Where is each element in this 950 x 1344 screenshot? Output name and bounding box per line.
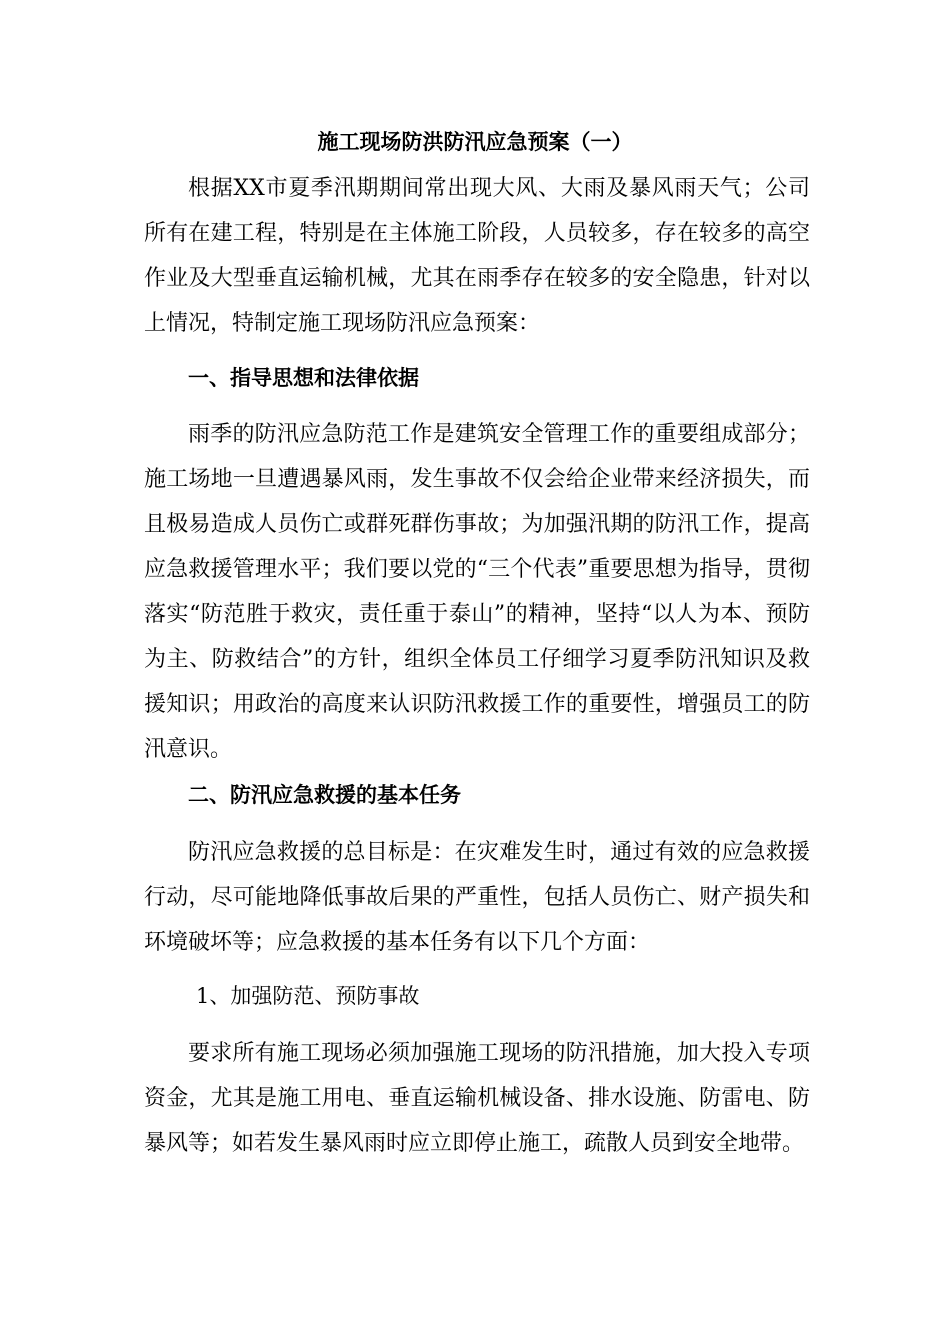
section-body-guiding-ideas: 雨季的防汛应急防范工作是建筑安全管理工作的重要组成部分；施工场地一旦遭遇暴风雨，发生事故不仅会给企业带来经济损失，而且极易造成人员伤亡或群死群伤事故；为加强汛期的防汛工作，提高应急救援管理水平；我们要以党的“三个代表”重要思想为指导，贯彻落实“防范胜于救灾，责任重于泰山”的精神，坚持“以人为本、预防为主、防救结合”的方针，组织全体员工仔细学习夏季防汛知识及救援知识；用政治的高度来认识防汛救援工作的重要性，增强员工的防汛意识。	[144, 422, 810, 762]
intro-paragraph: 根据XX市夏季汛期期间常出现大风、大雨及暴风雨天气；公司所有在建工程，特别是在主体施工阶段，人员较多，存在较多的高空作业及大型垂直运输机械，尤其在雨季存在较多的安全隐患，针对以上情况，特制定施工现场防汛应急预案：	[144, 176, 810, 336]
section-heading-guiding-ideas: 一、指导思想和法律依据	[188, 365, 419, 390]
document-title: 施工现场防洪防汛应急预案（一）	[317, 129, 633, 154]
subsection-body-prevention: 要求所有施工现场必须加强施工现场的防汛措施，加大投入专项资金，尤其是施工用电、垂直运输机械设备、排水设施、防雷电、防暴风等；如若发生暴风雨时应立即停止施工，疏散人员到安全地带。	[144, 1041, 810, 1156]
section-heading-basic-tasks: 二、防汛应急救援的基本任务	[188, 782, 461, 807]
section-body-basic-tasks: 防汛应急救援的总目标是：在灾难发生时，通过有效的应急救援行动，尽可能地降低事故后果的严重性，包括人员伤亡、财产损失和环境破坏等；应急救援的基本任务有以下几个方面：	[144, 840, 810, 955]
subsection-heading-prevention: 1、加强防范、预防事故	[196, 984, 420, 1008]
